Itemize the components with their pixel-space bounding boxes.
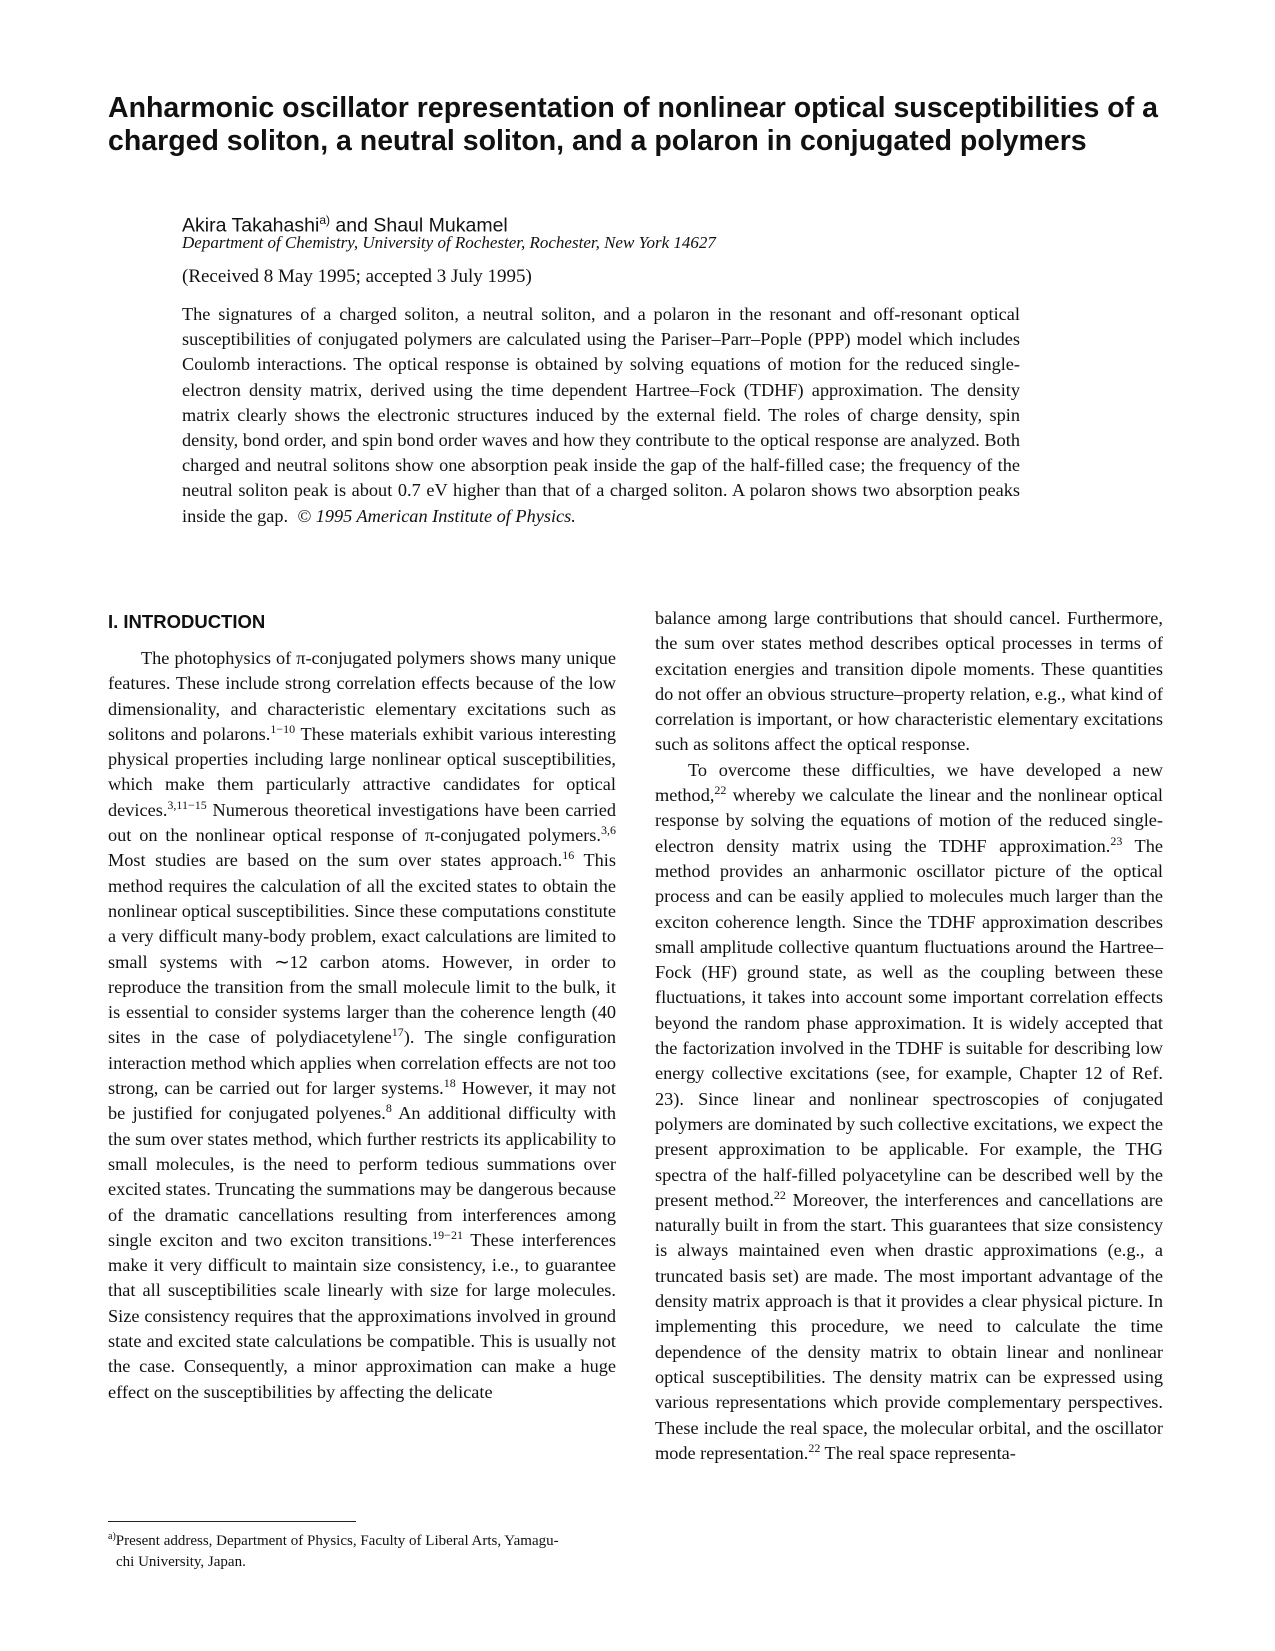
citation-ref: 3,11−15 <box>167 797 207 812</box>
citation-ref: 3,6 <box>601 822 616 837</box>
footnote-line-1: Present address, Department of Physics, Faculty of Liberal Arts, Yamagu- <box>115 1533 559 1549</box>
intro-paragraph-1-continued: balance among large contributions that should cancel. Furthermore, the sum over states method describes optical processes in terms of excitation energies and transition dipole moments. These quantities do not offer an obvious structure–property relation, e.g., what kind of correlation is important, or how characteristic elementary excitations such as solitons affect the optical response. <box>655 608 1163 755</box>
author-conjunction: and <box>329 214 374 237</box>
text-run: However, it may not be justified for conjugated polyenes. <box>108 1078 616 1124</box>
citation-ref: 8 <box>385 1101 392 1116</box>
text-run: whereby we calculate the linear and the nonlinear optical response by solving the equations of motion of the reduced single-electron density matrix using the TDHF approximation. <box>655 785 1163 856</box>
received-dates: (Received 8 May 1995; accepted 3 July 1995) <box>182 266 532 287</box>
section-heading: I. INTRODUCTION <box>108 611 266 632</box>
citation-ref: 22 <box>773 1187 786 1202</box>
citation-ref: 19−21 <box>432 1227 463 1242</box>
footnote-divider <box>108 1521 356 1522</box>
text-run: Moreover, the interferences and cancellations are naturally built in from the start. This guarantees that size consistency is always maintained even when drastic approximations (e.g., a truncated basis set) are made. The most important advantage of the density matrix approach is that it provides a clear physical picture. In implementing this procedure, we need to calculate the time dependence of the density matrix to obtain linear and nonlinear optical susceptibilities. The density matrix can be expressed using various representations which provide complementary perspectives. These include the real space, the molecular orbital, and the oscillator mode representation. <box>655 1189 1163 1463</box>
text-run: ). The single configuration interaction method which applies when correlation effects are not too strong, can be carried out for larger systems. <box>108 1027 616 1099</box>
author-takahashi: Akira Takahashi <box>182 214 320 237</box>
left-column <box>108 646 616 1405</box>
text-run: The method provides an anharmonic oscillator picture of the optical process and can be easily applied to molecules much larger than the exciton coherence length. Since the TDHF approximation describes small amplitude collective quantum fluctuations around the Hartree–Fock (HF) ground state, as well as the coupling between these fluctuations, it takes into account some important correlation effects beyond the random phase approximation. It is widely accepted that the factorization involved in the TDHF is suitable for describing low energy collective excitations (see, for example, Chapter 12 of Ref. 23). Since linear and nonlinear spectroscopies of conjugated polymers are dominated by such collective excitations, we expect the present approximation to be applicable. For example, the THG spectra of the half-filled polyacetyline can be described well by the present method. <box>655 835 1163 1210</box>
affiliation-mark: a) <box>319 213 330 227</box>
abstract-text: The signatures of a charged soliton, a neutral soliton, and a polaron in the resonant and off-resonant optical susceptibilities of conjugated polymers are calculated using the Pariser–Parr–Pople (PPP) model which includes Coulomb interactions. The optical response is obtained by solving equations of motion for the reduced single-electron density matrix, derived using the time dependent Hartree–Fock (TDHF) approximation. The density matrix clearly shows the electronic structures induced by the external field. The roles of charge density, spin density, bond order, and spin bond order waves and how they contribute to the optical response are analyzed. Both charged and neutral solitons show one absorption peak inside the gap of the half-filled case; the frequency of the neutral soliton peak is about 0.7 eV higher than that of a charged soliton. A polaron shows two absorption peaks inside the gap. <box>182 304 1020 526</box>
affiliation: Department of Chemistry, University of Rochester, Rochester, New York 14627 <box>182 233 716 252</box>
footnote-line-2: chi University, Japan. <box>116 1554 246 1570</box>
citation-ref: 23 <box>1110 833 1123 848</box>
text-run: The photophysics of π-conjugated polymers shows many unique features. These include strong correlation effects because of the low dimensionality, and characteristic elementary excitations such as solitons and polarons. <box>108 648 616 744</box>
citation-ref: 22 <box>808 1440 821 1455</box>
text-run: Numerous theoretical investigations have been carried out on the nonlinear optical response of π-conjugated polymers. <box>108 799 616 846</box>
right-column <box>655 606 1163 1466</box>
citation-ref: 18 <box>443 1075 456 1090</box>
copyright-notice: © 1995 American Institute of Physics. <box>297 505 576 526</box>
citation-ref: 17 <box>391 1025 404 1040</box>
paper-title: Anharmonic oscillator representation of nonlinear optical susceptibilities of a charged soliton, a neutral soliton, and a polaron in conjugated polymers <box>108 92 1158 157</box>
citation-ref: 22 <box>714 782 727 797</box>
text-run: The real space representa- <box>820 1442 1016 1463</box>
text-run: This method requires the calculation of all the excited states to obtain the nonlinear optical susceptibilities. Since these computations constitute a very difficult many-body problem, exact calculations are limited to small systems with ∼12 carbon atoms. However, in order to reproduce the transition from the small molecule limit to the bulk, it is essential to consider systems larger than the coherence length (40 sites in the case of polydiacetylene <box>108 850 616 1048</box>
text-run: These interferences make it very difficult to maintain size consistency, i.e., to guarantee that all susceptibilities scale linearly with size for large molecules. Size consistency requires that the approximations involved in ground state and excited state calculations be compatible. This is usually not the case. Consequently, a minor approximation can make a huge effect on the susceptibilities by affecting the delicate <box>108 1229 616 1402</box>
footnote <box>108 1531 616 1573</box>
text-run: To overcome these difficulties, we have developed a new method, <box>655 759 1163 806</box>
footnote-mark: a) <box>108 1531 116 1542</box>
text-run: Most studies are based on the sum over states approach. <box>108 850 563 871</box>
author-mukamel: Shaul Mukamel <box>373 214 508 237</box>
abstract <box>182 302 1020 529</box>
citation-ref: 1−10 <box>270 721 296 736</box>
citation-ref: 16 <box>562 848 575 863</box>
text-run: These materials exhibit various interesting physical properties including large nonlinear optical susceptibilities, which make them particularly attractive candidates for optical devices. <box>108 723 617 820</box>
text-run: An additional difficulty with the sum over states method, which further restricts its applicability to small molecules, is the need to perform tedious summations over excited states. Truncating the summations may be dangerous because of the dramatic cancellations resulting from interferences among single exciton and two exciton transitions. <box>108 1103 617 1250</box>
intro-paragraph-2 <box>655 758 1163 1466</box>
intro-paragraph-1 <box>108 646 616 1405</box>
